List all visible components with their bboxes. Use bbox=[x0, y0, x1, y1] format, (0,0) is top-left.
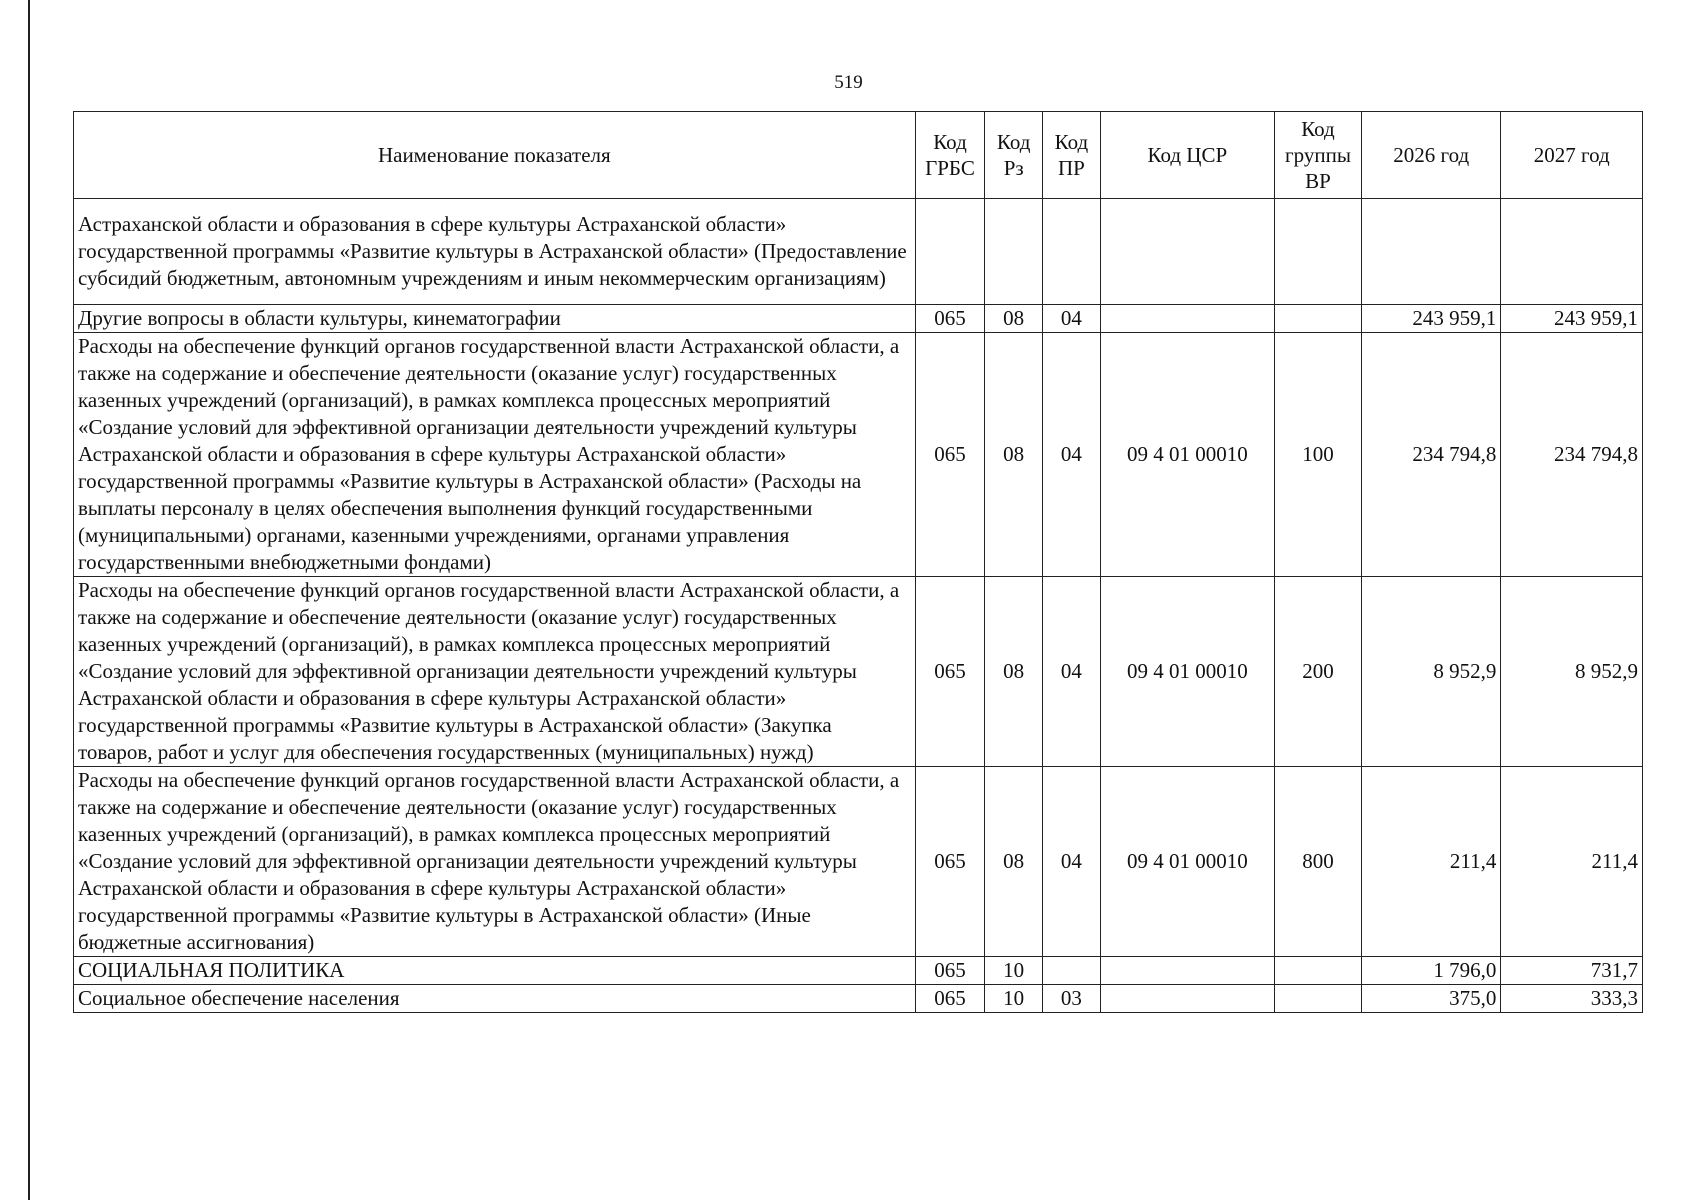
row-2026: 375,0 bbox=[1362, 985, 1501, 1013]
row-vr bbox=[1274, 957, 1361, 985]
row-name: Другие вопросы в области культуры, кинематографии bbox=[74, 305, 916, 333]
row-csr bbox=[1100, 957, 1274, 985]
row-2027: 211,4 bbox=[1501, 767, 1643, 957]
row-2027 bbox=[1501, 199, 1643, 305]
row-grbs: 065 bbox=[915, 333, 985, 577]
row-grbs: 065 bbox=[915, 305, 985, 333]
row-name: Расходы на обеспечение функций органов государственной власти Астраханской области, а также на содержание и обеспечение деятельности (оказание услуг) государственных казенных учреждений (организаций), в рамках комплекса процессных мероприятий «Создание условий для эффективной организации деятельности учреждений культуры Астраханской области и образования в сфере культуры Астраханской области» государственной программы «Развитие культуры в Астраханской области» (Иные бюджетные ассигнования) bbox=[74, 767, 916, 957]
header-2027: 2027 год bbox=[1501, 112, 1643, 199]
header-name: Наименование показателя bbox=[74, 112, 916, 199]
budget-table bbox=[73, 111, 1643, 1013]
row-grbs: 065 bbox=[915, 577, 985, 767]
row-rz: 10 bbox=[985, 985, 1043, 1013]
row-2026 bbox=[1362, 199, 1501, 305]
row-csr bbox=[1100, 985, 1274, 1013]
row-pr bbox=[1043, 957, 1101, 985]
table-row bbox=[74, 305, 1643, 333]
row-grbs: 065 bbox=[915, 957, 985, 985]
row-2026: 1 796,0 bbox=[1362, 957, 1501, 985]
row-name: СОЦИАЛЬНАЯ ПОЛИТИКА bbox=[74, 957, 916, 985]
row-vr bbox=[1274, 305, 1361, 333]
row-2027: 333,3 bbox=[1501, 985, 1643, 1013]
header-pr: Код ПР bbox=[1043, 112, 1101, 199]
row-2026: 234 794,8 bbox=[1362, 333, 1501, 577]
row-csr bbox=[1100, 305, 1274, 333]
row-pr: 04 bbox=[1043, 333, 1101, 577]
header-grbs: Код ГРБС bbox=[915, 112, 985, 199]
row-grbs: 065 bbox=[915, 985, 985, 1013]
row-pr bbox=[1043, 199, 1101, 305]
row-name: Социальное обеспечение населения bbox=[74, 985, 916, 1013]
header-csr: Код ЦСР bbox=[1100, 112, 1274, 199]
row-vr: 200 bbox=[1274, 577, 1361, 767]
table-header-row bbox=[74, 112, 1643, 199]
row-name: Расходы на обеспечение функций органов государственной власти Астраханской области, а также на содержание и обеспечение деятельности (оказание услуг) государственных казенных учреждений (организаций), в рамках комплекса процессных мероприятий «Создание условий для эффективной организации деятельности учреждений культуры Астраханской области и образования в сфере культуры Астраханской области» государственной программы «Развитие культуры в Астраханской области» (Закупка товаров, работ и услуг для обеспечения государственных (муниципальных) нужд) bbox=[74, 577, 916, 767]
table-row bbox=[74, 199, 1643, 305]
row-vr bbox=[1274, 199, 1361, 305]
row-csr: 09 4 01 00010 bbox=[1100, 767, 1274, 957]
row-pr: 03 bbox=[1043, 985, 1101, 1013]
page-number: 519 bbox=[834, 72, 863, 93]
table-row bbox=[74, 577, 1643, 767]
table-row bbox=[74, 333, 1643, 577]
row-2026: 243 959,1 bbox=[1362, 305, 1501, 333]
row-2027: 8 952,9 bbox=[1501, 577, 1643, 767]
row-2027: 243 959,1 bbox=[1501, 305, 1643, 333]
header-2026: 2026 год bbox=[1362, 112, 1501, 199]
row-2026: 8 952,9 bbox=[1362, 577, 1501, 767]
header-vr: Код группы ВР bbox=[1274, 112, 1361, 199]
row-pr: 04 bbox=[1043, 767, 1101, 957]
row-2027: 234 794,8 bbox=[1501, 333, 1643, 577]
row-rz: 08 bbox=[985, 577, 1043, 767]
table-row bbox=[74, 985, 1643, 1013]
row-grbs: 065 bbox=[915, 767, 985, 957]
row-rz: 08 bbox=[985, 333, 1043, 577]
row-rz: 10 bbox=[985, 957, 1043, 985]
row-pr: 04 bbox=[1043, 577, 1101, 767]
row-name: Астраханской области и образования в сфере культуры Астраханской области» государственной программы «Развитие культуры в Астраханской области» (Предоставление субсидий бюджетным, автономным учреждениям и иным некоммерческим организациям) bbox=[74, 199, 916, 305]
row-grbs bbox=[915, 199, 985, 305]
row-rz: 08 bbox=[985, 305, 1043, 333]
table-row bbox=[74, 767, 1643, 957]
header-rz: Код Рз bbox=[985, 112, 1043, 199]
row-rz: 08 bbox=[985, 767, 1043, 957]
row-csr: 09 4 01 00010 bbox=[1100, 577, 1274, 767]
row-vr: 800 bbox=[1274, 767, 1361, 957]
row-name: Расходы на обеспечение функций органов государственной власти Астраханской области, а также на содержание и обеспечение деятельности (оказание услуг) государственных казенных учреждений (организаций), в рамках комплекса процессных мероприятий «Создание условий для эффективной организации деятельности учреждений культуры Астраханской области и образования в сфере культуры Астраханской области» государственной программы «Развитие культуры в Астраханской области» (Расходы на выплаты персоналу в целях обеспечения выполнения функций государственными (муниципальными) органами, казенными учреждениями, органами управления государственными внебюджетными фондами) bbox=[74, 333, 916, 577]
row-vr bbox=[1274, 985, 1361, 1013]
row-2027: 731,7 bbox=[1501, 957, 1643, 985]
row-2026: 211,4 bbox=[1362, 767, 1501, 957]
row-rz bbox=[985, 199, 1043, 305]
row-pr: 04 bbox=[1043, 305, 1101, 333]
row-csr bbox=[1100, 199, 1274, 305]
row-csr: 09 4 01 00010 bbox=[1100, 333, 1274, 577]
row-vr: 100 bbox=[1274, 333, 1361, 577]
table-row bbox=[74, 957, 1643, 985]
margin-rule bbox=[28, 0, 30, 1200]
